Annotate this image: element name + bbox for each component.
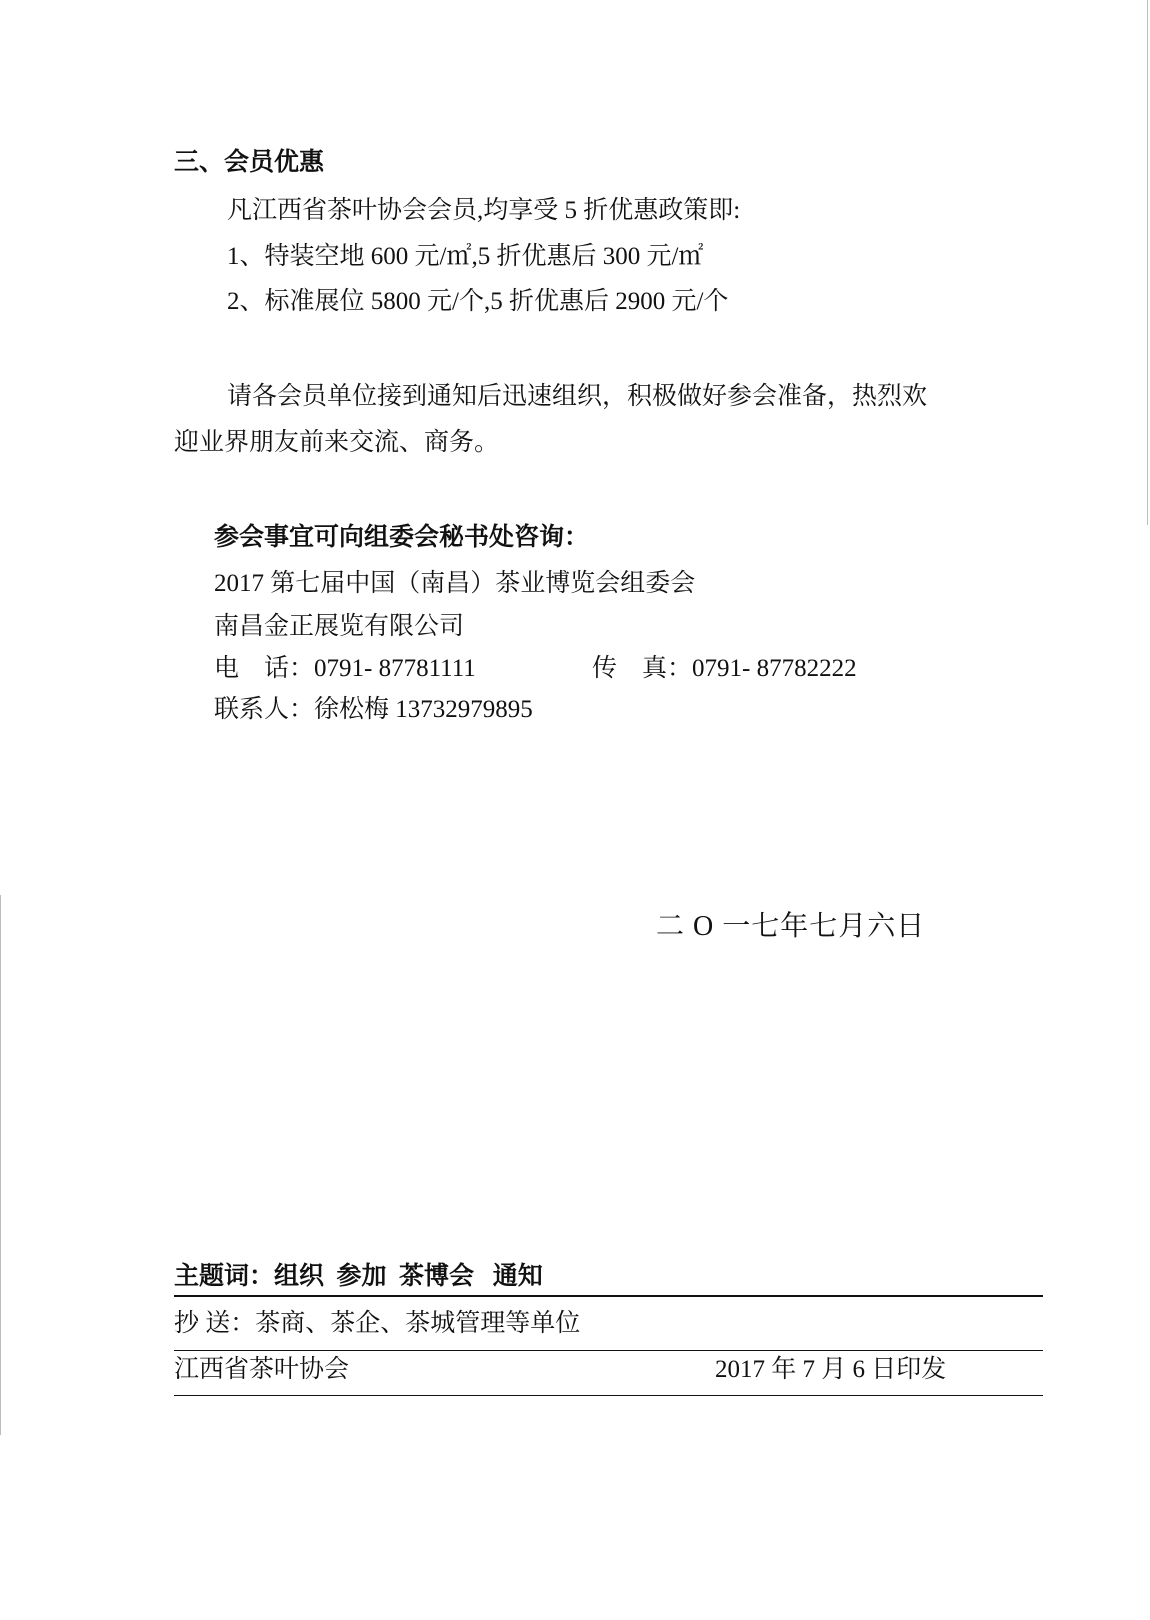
closing-line-1: 请各会员单位接到通知后迅速组织，积极做好参会准备，热烈欢 (227, 383, 928, 410)
footer-keywords: 主题词：组织 参加 茶博会 通知 (174, 1263, 543, 1290)
scan-edge-right (1147, 0, 1148, 525)
issue-date: 二 O 一七年七月六日 (656, 911, 926, 942)
contact-organizer: 2017 第七届中国（南昌）茶业博览会组委会 (214, 570, 696, 597)
contact-heading: 参会事宜可向组委会秘书处咨询： (214, 524, 590, 551)
closing-line-2: 迎业界朋友前来交流、商务。 (174, 429, 500, 456)
contact-phone: 电 话：0791- 87781111 (214, 655, 476, 682)
discount-intro: 凡江西省茶叶协会会员,均享受 5 折优惠政策即: (227, 197, 741, 224)
contact-company: 南昌金正展览有限公司 (214, 613, 465, 640)
discount-item-2: 2、标准展位 5800 元/个,5 折优惠后 2900 元/个 (227, 288, 729, 315)
footer-issuer: 江西省茶叶协会 (174, 1356, 350, 1383)
contact-fax: 传 真：0791- 87782222 (592, 655, 857, 682)
discount-item-1: 1、特装空地 600 元/㎡,5 折优惠后 300 元/㎡ (227, 243, 704, 270)
footer-rule-top (174, 1295, 1043, 1297)
footer-rule-middle (174, 1350, 1043, 1351)
footer-cc: 抄 送：茶商、茶企、茶城管理等单位 (174, 1310, 581, 1337)
scan-edge-left (0, 895, 1, 1435)
footer-rule-bottom (174, 1395, 1043, 1396)
section-heading: 三、会员优惠 (174, 149, 325, 176)
footer-issued-date: 2017 年 7 月 6 日印发 (715, 1356, 947, 1383)
contact-person: 联系人：徐松梅 13732979895 (214, 696, 533, 723)
